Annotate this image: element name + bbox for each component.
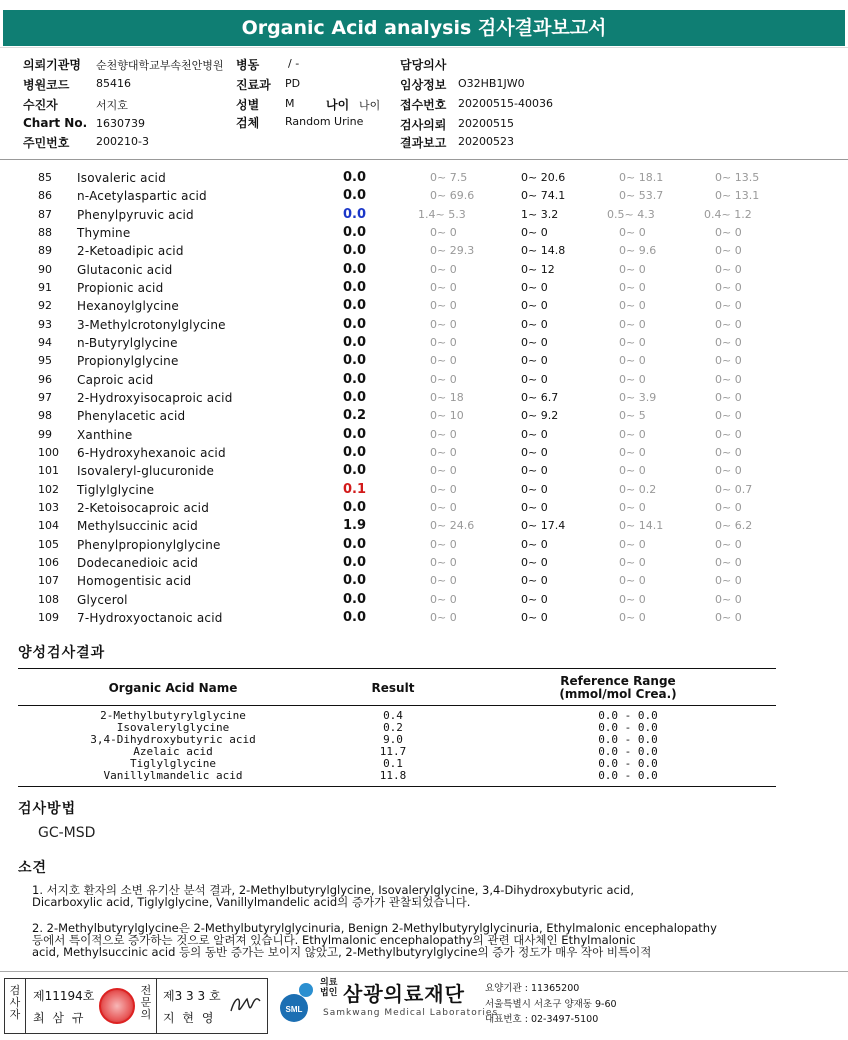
row-number: 99 [38,427,52,441]
table-row [0,536,848,554]
reference-range-2: 0~ 0 [521,299,548,313]
hospital-code-label: 병원코드 [23,78,70,92]
positive-reference: 0.0 - 0.0 [598,733,658,746]
positive-section-title: 양성검사결과 [18,645,106,661]
reference-range-1: 0~ 0 [430,317,457,331]
row-number: 107 [38,574,59,588]
reference-range-4: 0~ 0 [715,555,742,569]
reference-range-4: 0~ 0 [715,225,742,239]
reference-range-1: 0~ 0 [430,574,457,588]
result-value: 0.0 [343,573,367,589]
method-section-title: 검사방법 [18,801,77,817]
report-title: Organic Acid analysis 검사결과보고서 [3,10,845,46]
reference-range-3: 0~ 0 [619,262,646,276]
reference-range-4: 0~ 0 [715,464,742,478]
positive-result: 11.8 [379,769,407,782]
report-date-value: 20200523 [458,135,514,148]
reference-range-2: 0~ 74.1 [521,189,566,203]
result-value: 0.0 [343,536,367,552]
reference-range-3: 0~ 0 [619,317,646,331]
ward-label: 병동 [236,58,260,72]
result-value: 0.0 [343,609,367,625]
row-number: 88 [38,225,52,239]
col-header-ref-unit: (mmol/mol Crea.) [559,687,677,701]
table-row [0,591,848,609]
clinical-label: 임상정보 [400,78,447,92]
row-number: 93 [38,317,52,331]
reference-range-4: 0~ 6.2 [715,519,753,533]
positive-reference: 0.0 - 0.0 [598,769,658,782]
positive-name: Azelaic acid [133,745,213,758]
positive-result: 0.2 [383,721,403,734]
positive-name: Tiglylglycine [129,757,217,770]
analyte-name: n-Butyrylglycine [77,335,178,350]
analyte-name: 3-Methylcrotonylglycine [77,317,226,332]
analyte-name: Hexanoylglycine [77,299,180,314]
reference-range-1: 0~ 0 [430,427,457,441]
table-top-rule [18,668,776,669]
analyte-name: Dodecanedioic acid [77,555,199,570]
reference-range-2: 0~ 0 [521,537,548,551]
reference-range-3: 0~ 0 [619,537,646,551]
row-number: 102 [38,482,59,496]
analyte-name: Propionic acid [77,280,164,295]
examiner-label: 검사자 [9,984,21,1021]
positive-name: 2-Methylbutyrylglycine [100,709,246,722]
sex-label: 성별 [236,98,260,112]
reference-range-4: 0~ 0 [715,317,742,331]
result-value: 0.0 [343,426,367,442]
reference-range-2: 0~ 0 [521,555,548,569]
reference-range-3: 0~ 5 [619,409,646,423]
row-number: 90 [38,262,52,276]
result-value: 0.0 [343,243,367,259]
result-value: 0.0 [343,554,367,570]
reference-range-2: 0~ 0 [521,317,548,331]
result-value: 0.0 [343,353,367,369]
analyte-name: Caproic acid [77,372,154,387]
reference-range-2: 0~ 20.6 [521,171,566,184]
row-number: 104 [38,519,59,533]
analyte-name: Phenylpyruvic acid [77,207,194,222]
divider [25,979,26,1033]
reference-range-2: 0~ 12 [521,262,555,276]
positive-reference: 0.0 - 0.0 [598,709,658,722]
specialist-license: 제3 3 3 호 [163,989,221,1003]
table-header-rule [18,705,776,706]
table-row [0,297,848,315]
reference-range-1: 0~ 0 [430,537,457,551]
reference-range-1: 0~ 29.3 [430,244,475,258]
table-bottom-rule [18,786,776,787]
reference-range-4: 0~ 0 [715,610,742,624]
reference-range-4: 0~ 0 [715,537,742,551]
examiner-name: 최 삼 규 [33,1011,86,1025]
row-number: 106 [38,555,59,569]
table-row [0,334,848,352]
analyte-name: Glutaconic acid [77,262,173,277]
reference-range-3: 0~ 18.1 [619,171,664,184]
reference-range-3: 0~ 0 [619,555,646,569]
row-number: 87 [38,207,52,221]
institution-value: 순천향대학교부속천안병원 [96,59,224,72]
signature-box [4,978,268,1034]
reference-range-3: 0~ 0 [619,225,646,239]
org-subtitle: Samkwang Medical Laboratories [323,1008,499,1018]
reference-range-3: 0~ 0 [619,372,646,386]
row-number: 92 [38,299,52,313]
row-number: 103 [38,500,59,514]
positive-reference: 0.0 - 0.0 [598,721,658,734]
reference-range-1: 0~ 0 [430,354,457,368]
resident-label: 주민번호 [23,136,70,150]
reference-range-4: 0~ 0 [715,500,742,514]
reference-range-3: 0~ 0 [619,354,646,368]
specialist-name: 지 현 영 [163,1011,216,1025]
result-value: 0.2 [343,408,367,424]
reference-range-3: 0~ 9.6 [619,244,657,258]
org-address: 서울특별시 서초구 양재동 9-60 [485,999,617,1010]
reference-range-1: 0~ 0 [430,464,457,478]
examiner-license: 제11194호 [33,989,95,1003]
row-number: 108 [38,592,59,606]
analyte-name: Homogentisic acid [77,574,192,589]
row-number: 101 [38,464,59,478]
positive-reference: 0.0 - 0.0 [598,757,658,770]
reference-range-4: 0~ 0 [715,574,742,588]
reference-range-2: 0~ 0 [521,500,548,514]
table-row [0,554,848,572]
table-row [0,481,848,499]
row-number: 95 [38,354,52,368]
method-text: GC-MSD [38,825,96,841]
table-row [0,187,848,205]
reference-range-2: 0~ 0 [521,225,548,239]
table-row [0,169,848,187]
specialist-label: 전문의 [140,984,152,1021]
doctor-label: 담당의사 [400,58,447,72]
remark-p2-line2: 등에서 특이적으로 증가하는 것으로 알려져 있습니다. Ethylmalonic encephalopathy의 관련 대사체인 Ethylmalonic [32,933,636,947]
reference-range-4: 0~ 0 [715,592,742,606]
row-number: 105 [38,537,59,551]
reference-range-4: 0~ 0.7 [715,482,753,496]
result-value: 0.0 [343,499,367,515]
signature-icon [227,991,263,1021]
table-row [0,462,848,480]
row-number: 89 [38,244,52,258]
org-phone: 대표번호 : 02-3497-5100 [485,1014,599,1025]
reference-range-3: 0~ 53.7 [619,189,664,203]
patient-info-panel [0,48,848,160]
reference-range-4: 0~ 0 [715,354,742,368]
table-row [0,279,848,297]
receipt-value: 20200515-40036 [458,97,553,110]
reference-range-2: 0~ 0 [521,482,548,496]
table-row [0,609,848,627]
result-value: 0.0 [343,279,367,295]
table-row [0,316,848,334]
hospital-code-value: 85416 [96,77,131,90]
reference-range-3: 0~ 0 [619,500,646,514]
result-value: 0.0 [343,591,367,607]
result-value: 0.0 [343,170,367,185]
table-row [0,499,848,517]
reference-range-4: 0~ 0 [715,372,742,386]
positive-reference: 0.0 - 0.0 [598,745,658,758]
table-row [0,572,848,590]
row-number: 98 [38,409,52,423]
sex-value: M [285,97,295,110]
result-value: 0.0 [343,224,367,240]
org-legal-label: 의료법인 [320,978,338,998]
reference-range-2: 0~ 0 [521,372,548,386]
patient-label: 수진자 [23,98,58,112]
reference-range-2: 0~ 0 [521,354,548,368]
reference-range-3: 0~ 0 [619,574,646,588]
row-number: 94 [38,335,52,349]
result-value: 1.9 [343,518,367,534]
org-code: 요양기관 : 11365200 [485,983,580,994]
remark-p1-line1: 1. 서지호 환자의 소변 유기산 분석 결과, 2-Methylbutyrylglycine, Isovalerylglycine, 3,4-Dihydroxybutyric acid, [32,883,634,897]
row-number: 96 [38,372,52,386]
reference-range-2: 0~ 0 [521,427,548,441]
reference-range-3: 0~ 0 [619,427,646,441]
dept-value: PD [285,77,301,90]
table-row [0,517,848,535]
result-value: 0.0 [343,188,367,204]
analyte-name: Glycerol [77,592,128,607]
chart-no-value: 1630739 [96,117,145,130]
reference-range-3: 0~ 0.2 [619,482,657,496]
table-row [0,389,848,407]
reference-range-2: 0~ 0 [521,335,548,349]
row-number: 86 [38,189,52,203]
reference-range-2: 0~ 0 [521,610,548,624]
table-row [0,444,848,462]
reference-range-4: 0~ 13.5 [715,171,760,184]
reference-range-2: 0~ 0 [521,280,548,294]
reference-range-1: 0~ 0 [430,445,457,459]
analyte-name: Methylsuccinic acid [77,519,198,534]
result-value: 0.0 [343,206,367,222]
analyte-name: Tiglylglycine [77,482,155,497]
examiner-seal-icon [99,988,135,1024]
reference-range-3: 0.5~ 4.3 [607,207,655,221]
reference-range-2: 1~ 3.2 [521,207,559,221]
request-label: 검사의뢰 [400,118,447,132]
reference-range-4: 0~ 0 [715,427,742,441]
reference-range-2: 0~ 0 [521,445,548,459]
positive-result: 11.7 [379,745,407,758]
age-value: 나이 [359,99,381,112]
analyte-name: 2-Ketoisocaproic acid [77,500,210,515]
clinical-value: O32HB1JW0 [458,77,525,90]
reference-range-2: 0~ 17.4 [521,519,566,533]
result-value: 0.1 [343,481,367,497]
reference-range-4: 0~ 0 [715,390,742,404]
analyte-name: 7-Hydroxyoctanoic acid [77,610,223,625]
reference-range-3: 0~ 0 [619,592,646,606]
reference-range-2: 0~ 0 [521,592,548,606]
chart-no-label: Chart No. [23,116,88,130]
reference-range-4: 0~ 0 [715,409,742,423]
specimen-label: 검체 [236,116,260,130]
col-header-name: Organic Acid Name [108,681,238,695]
reference-range-4: 0~ 0 [715,280,742,294]
result-value: 0.0 [343,316,367,332]
reference-range-4: 0~ 0 [715,262,742,276]
positive-name: 3,4-Dihydroxybutyric acid [90,733,256,746]
logo-text: SML [285,1005,303,1014]
analyte-name: Phenylpropionylglycine [77,537,221,552]
result-value: 0.0 [343,444,367,460]
remarks-section-title: 소견 [18,860,48,876]
table-row [0,371,848,389]
analyte-name: Xanthine [77,427,133,442]
sml-logo-icon [280,982,316,1026]
analyte-name: Phenylacetic acid [77,409,186,424]
reference-range-2: 0~ 14.8 [521,244,566,258]
request-value: 20200515 [458,117,514,130]
reference-range-1: 0~ 0 [430,299,457,313]
row-number: 91 [38,280,52,294]
specimen-value: Random Urine [285,115,364,128]
reference-range-1: 0~ 0 [430,592,457,606]
reference-range-3: 0~ 3.9 [619,390,657,404]
reference-range-2: 0~ 6.7 [521,390,559,404]
positive-result: 0.1 [383,757,403,770]
reference-range-3: 0~ 0 [619,335,646,349]
reference-range-1: 0~ 0 [430,372,457,386]
remark-p2-line1: 2. 2-Methylbutyrylglycine은 2-Methylbutyrylglycinuria, Benign 2-Methylbutyrylglycinuria, Ethylmalonic encephalopathy [32,921,717,935]
reference-range-1: 0~ 0 [430,610,457,624]
analyte-name: Thymine [77,225,131,240]
reference-range-4: 0~ 13.1 [715,189,760,203]
resident-value: 200210-3 [96,135,149,148]
result-value: 0.0 [343,371,367,387]
divider [156,979,157,1033]
reference-range-4: 0~ 0 [715,445,742,459]
reference-range-3: 0~ 0 [619,280,646,294]
reference-range-4: 0~ 0 [715,335,742,349]
result-value: 0.0 [343,261,367,277]
reference-range-1: 0~ 0 [430,482,457,496]
row-number: 100 [38,445,59,459]
reference-range-1: 0~ 10 [430,409,464,423]
analyte-name: Isovaleric acid [77,171,166,185]
reference-range-1: 0~ 0 [430,335,457,349]
reference-range-1: 0~ 24.6 [430,519,475,533]
reference-range-1: 0~ 7.5 [430,171,468,184]
positive-name: Vanillylmandelic acid [103,769,243,782]
org-name: 삼광의료재단 [343,982,465,1006]
analyte-name: n-Acetylaspartic acid [77,189,207,204]
reference-range-1: 1.4~ 5.3 [418,207,466,221]
reference-range-4: 0~ 0 [715,244,742,258]
institution-label: 의뢰기관명 [23,58,81,72]
remark-p2-line3: acid, Methylsuccinic acid 등의 동반 증가는 보이지 않았고, 2-Methylbutyrylglycine의 증가 정도가 매우 작아 비특이적 [32,946,652,959]
report-footer [0,971,848,1040]
analyte-name: 2-Hydroxyisocaproic acid [77,390,233,405]
report-banner [0,0,848,48]
positive-result: 9.0 [383,733,403,746]
reference-range-4: 0~ 0 [715,299,742,313]
result-value: 0.0 [343,298,367,314]
reference-range-1: 0~ 0 [430,225,457,239]
reference-range-1: 0~ 0 [430,500,457,514]
reference-range-1: 0~ 0 [430,555,457,569]
reference-range-3: 0~ 0 [619,464,646,478]
table-row [0,242,848,260]
ward-value: / - [288,57,300,70]
reference-range-4: 0.4~ 1.2 [704,207,752,221]
reference-range-2: 0~ 0 [521,574,548,588]
positive-name: Isovalerylglycine [116,721,230,734]
age-label: 나이 [326,98,350,112]
report-date-label: 결과보고 [400,136,447,150]
table-row [0,224,848,242]
positive-result: 0.4 [383,709,403,722]
reference-range-1: 0~ 0 [430,262,457,276]
reference-range-3: 0~ 0 [619,610,646,624]
row-number: 109 [38,610,59,624]
col-header-result: Result [371,681,415,695]
reference-range-1: 0~ 69.6 [430,189,475,203]
reference-range-2: 0~ 0 [521,464,548,478]
reference-range-2: 0~ 9.2 [521,409,559,423]
table-row [0,206,848,224]
patient-value: 서지호 [96,99,128,112]
analyte-name: Propionylglycine [77,354,179,369]
analyte-name: 6-Hydroxyhexanoic acid [77,445,226,460]
result-value: 0.0 [343,334,367,350]
table-row [0,407,848,425]
analyte-name: 2-Ketoadipic acid [77,244,184,259]
table-row [0,261,848,279]
receipt-label: 접수번호 [400,98,447,112]
analyte-name: Isovaleryl-glucuronide [77,464,215,479]
table-row [0,426,848,444]
col-header-ref: Reference Range [560,674,676,688]
result-value: 0.0 [343,389,367,405]
reference-range-3: 0~ 14.1 [619,519,664,533]
reference-range-1: 0~ 18 [430,390,464,404]
dept-label: 진료과 [236,78,271,92]
row-number: 97 [38,390,52,404]
reference-range-1: 0~ 0 [430,280,457,294]
table-row [0,352,848,370]
remark-p1-line2: Dicarboxylic acid, Tiglylglycine, Vanillylmandelic acid의 증가가 관찰되었습니다. [32,895,471,909]
row-number: 85 [38,171,52,184]
reference-range-3: 0~ 0 [619,445,646,459]
result-value: 0.0 [343,463,367,479]
reference-range-3: 0~ 0 [619,299,646,313]
